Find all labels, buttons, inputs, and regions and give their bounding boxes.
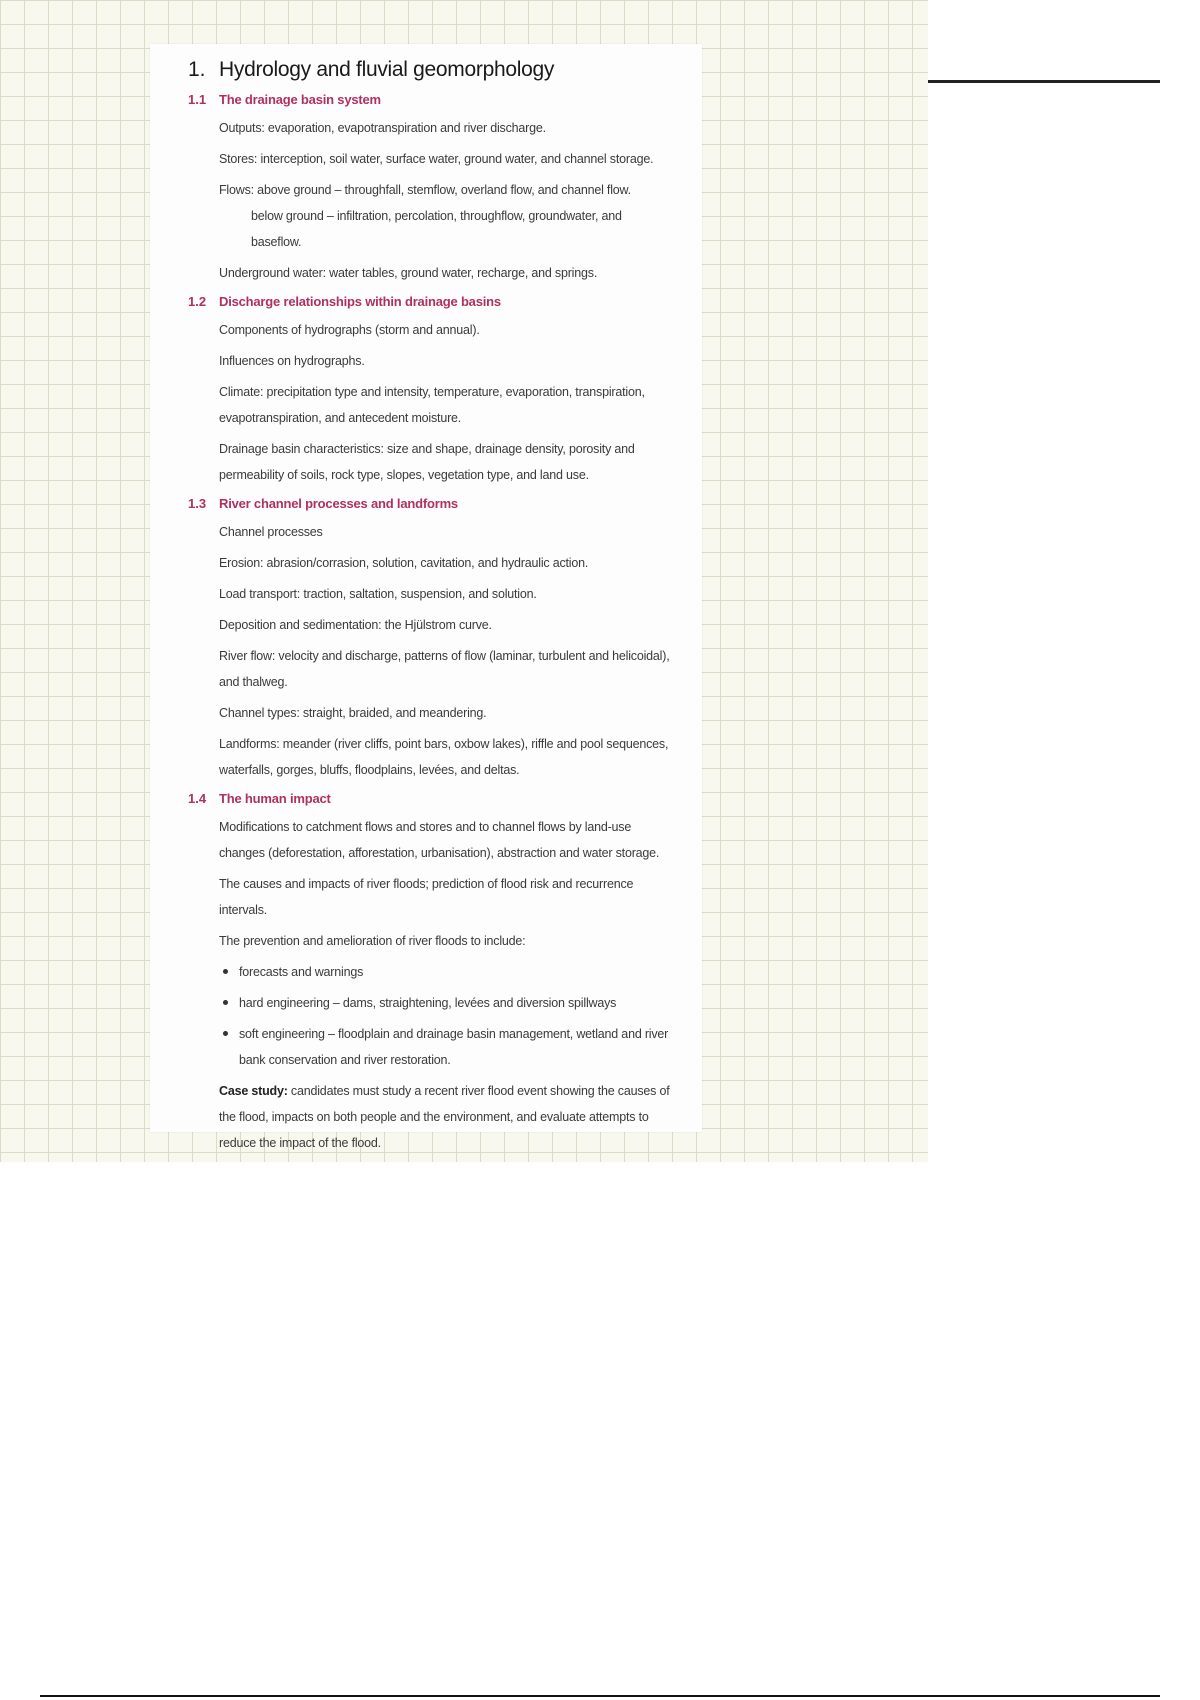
list-item: Outputs: evaporation, evapotranspiration and river discharge. bbox=[219, 121, 546, 135]
section-1-2 bbox=[188, 294, 672, 488]
section-title: The human impact bbox=[219, 791, 331, 806]
list-item-flows bbox=[219, 177, 672, 255]
list-item: River flow: velocity and discharge, patterns of flow (laminar, turbulent and helicoidal), and thalweg. bbox=[219, 649, 670, 689]
case-study-label: Case study: bbox=[219, 1084, 288, 1098]
section-heading bbox=[188, 496, 672, 511]
document-title: Hydrology and fluvial geomorphology bbox=[219, 58, 555, 81]
section-1-3 bbox=[188, 496, 672, 783]
title-number: 1. bbox=[188, 58, 206, 81]
list-item: Modifications to catchment flows and stores and to channel flows by land-use changes (deforestation, afforestation, urbanisation), abstraction and water storage. bbox=[219, 820, 660, 860]
section-1-1 bbox=[188, 92, 672, 286]
top-divider bbox=[928, 80, 1160, 83]
bullet-item: forecasts and warnings bbox=[219, 959, 672, 985]
bottom-divider bbox=[40, 1695, 1160, 1697]
list-item: Deposition and sedimentation: the Hjülstrom curve. bbox=[219, 618, 492, 632]
list-item: Landforms: meander (river cliffs, point bars, oxbow lakes), riffle and pool sequences, waterfalls, gorges, bluffs, floodplains, levées, and deltas. bbox=[219, 737, 669, 777]
list-item: Channel processes bbox=[219, 525, 323, 539]
section-number: 1.4 bbox=[188, 791, 207, 806]
list-item: Erosion: abrasion/corrasion, solution, cavitation, and hydraulic action. bbox=[219, 556, 589, 570]
syllabus-sheet bbox=[150, 44, 702, 1150]
section-title: The drainage basin system bbox=[219, 92, 381, 107]
list-item: Climate: precipitation type and intensity, temperature, evaporation, transpiration, evapotranspiration, and antecedent moisture. bbox=[219, 385, 645, 425]
list-item: The causes and impacts of river floods; prediction of flood risk and recurrence intervals. bbox=[219, 877, 634, 917]
list-item: The prevention and amelioration of river floods to include: bbox=[219, 934, 526, 948]
section-number: 1.1 bbox=[188, 92, 207, 107]
bullet-list bbox=[219, 959, 672, 1073]
section-heading bbox=[188, 294, 672, 309]
list-item: Influences on hydrographs. bbox=[219, 354, 365, 368]
case-study bbox=[219, 1078, 672, 1156]
section-heading bbox=[188, 791, 672, 806]
section-title: Discharge relationships within drainage basins bbox=[219, 294, 501, 309]
section-number: 1.2 bbox=[188, 294, 207, 309]
flows-above-ground: Flows: above ground – throughfall, stemflow, overland flow, and channel flow. bbox=[219, 183, 631, 197]
flows-below-ground: below ground – infiltration, percolation, throughflow, groundwater, and baseflow. bbox=[251, 209, 622, 249]
section-heading bbox=[188, 92, 672, 107]
case-study-text: candidates must study a recent river flood event showing the causes of the flood, impacts on both people and the environment, and evaluate attempts to reduce the impact of the flood. bbox=[219, 1084, 670, 1150]
list-item: Underground water: water tables, ground water, recharge, and springs. bbox=[219, 266, 598, 280]
list-item: Components of hydrographs (storm and annual). bbox=[219, 323, 480, 337]
list-item: Channel types: straight, braided, and meandering. bbox=[219, 706, 487, 720]
bullet-item: hard engineering – dams, straightening, levées and diversion spillways bbox=[219, 990, 672, 1016]
list-item: Drainage basin characteristics: size and shape, drainage density, porosity and permeability of soils, rock type, slopes, vegetation type, and land use. bbox=[219, 442, 635, 482]
section-title: River channel processes and landforms bbox=[219, 496, 458, 511]
list-item: Stores: interception, soil water, surface water, ground water, and channel storage. bbox=[219, 152, 654, 166]
section-number: 1.3 bbox=[188, 496, 207, 511]
document-title-row bbox=[188, 58, 672, 82]
bullet-item: soft engineering – floodplain and drainage basin management, wetland and river bank conservation and river restoration. bbox=[219, 1021, 672, 1073]
section-1-4 bbox=[188, 791, 672, 1156]
list-item: Load transport: traction, saltation, suspension, and solution. bbox=[219, 587, 537, 601]
